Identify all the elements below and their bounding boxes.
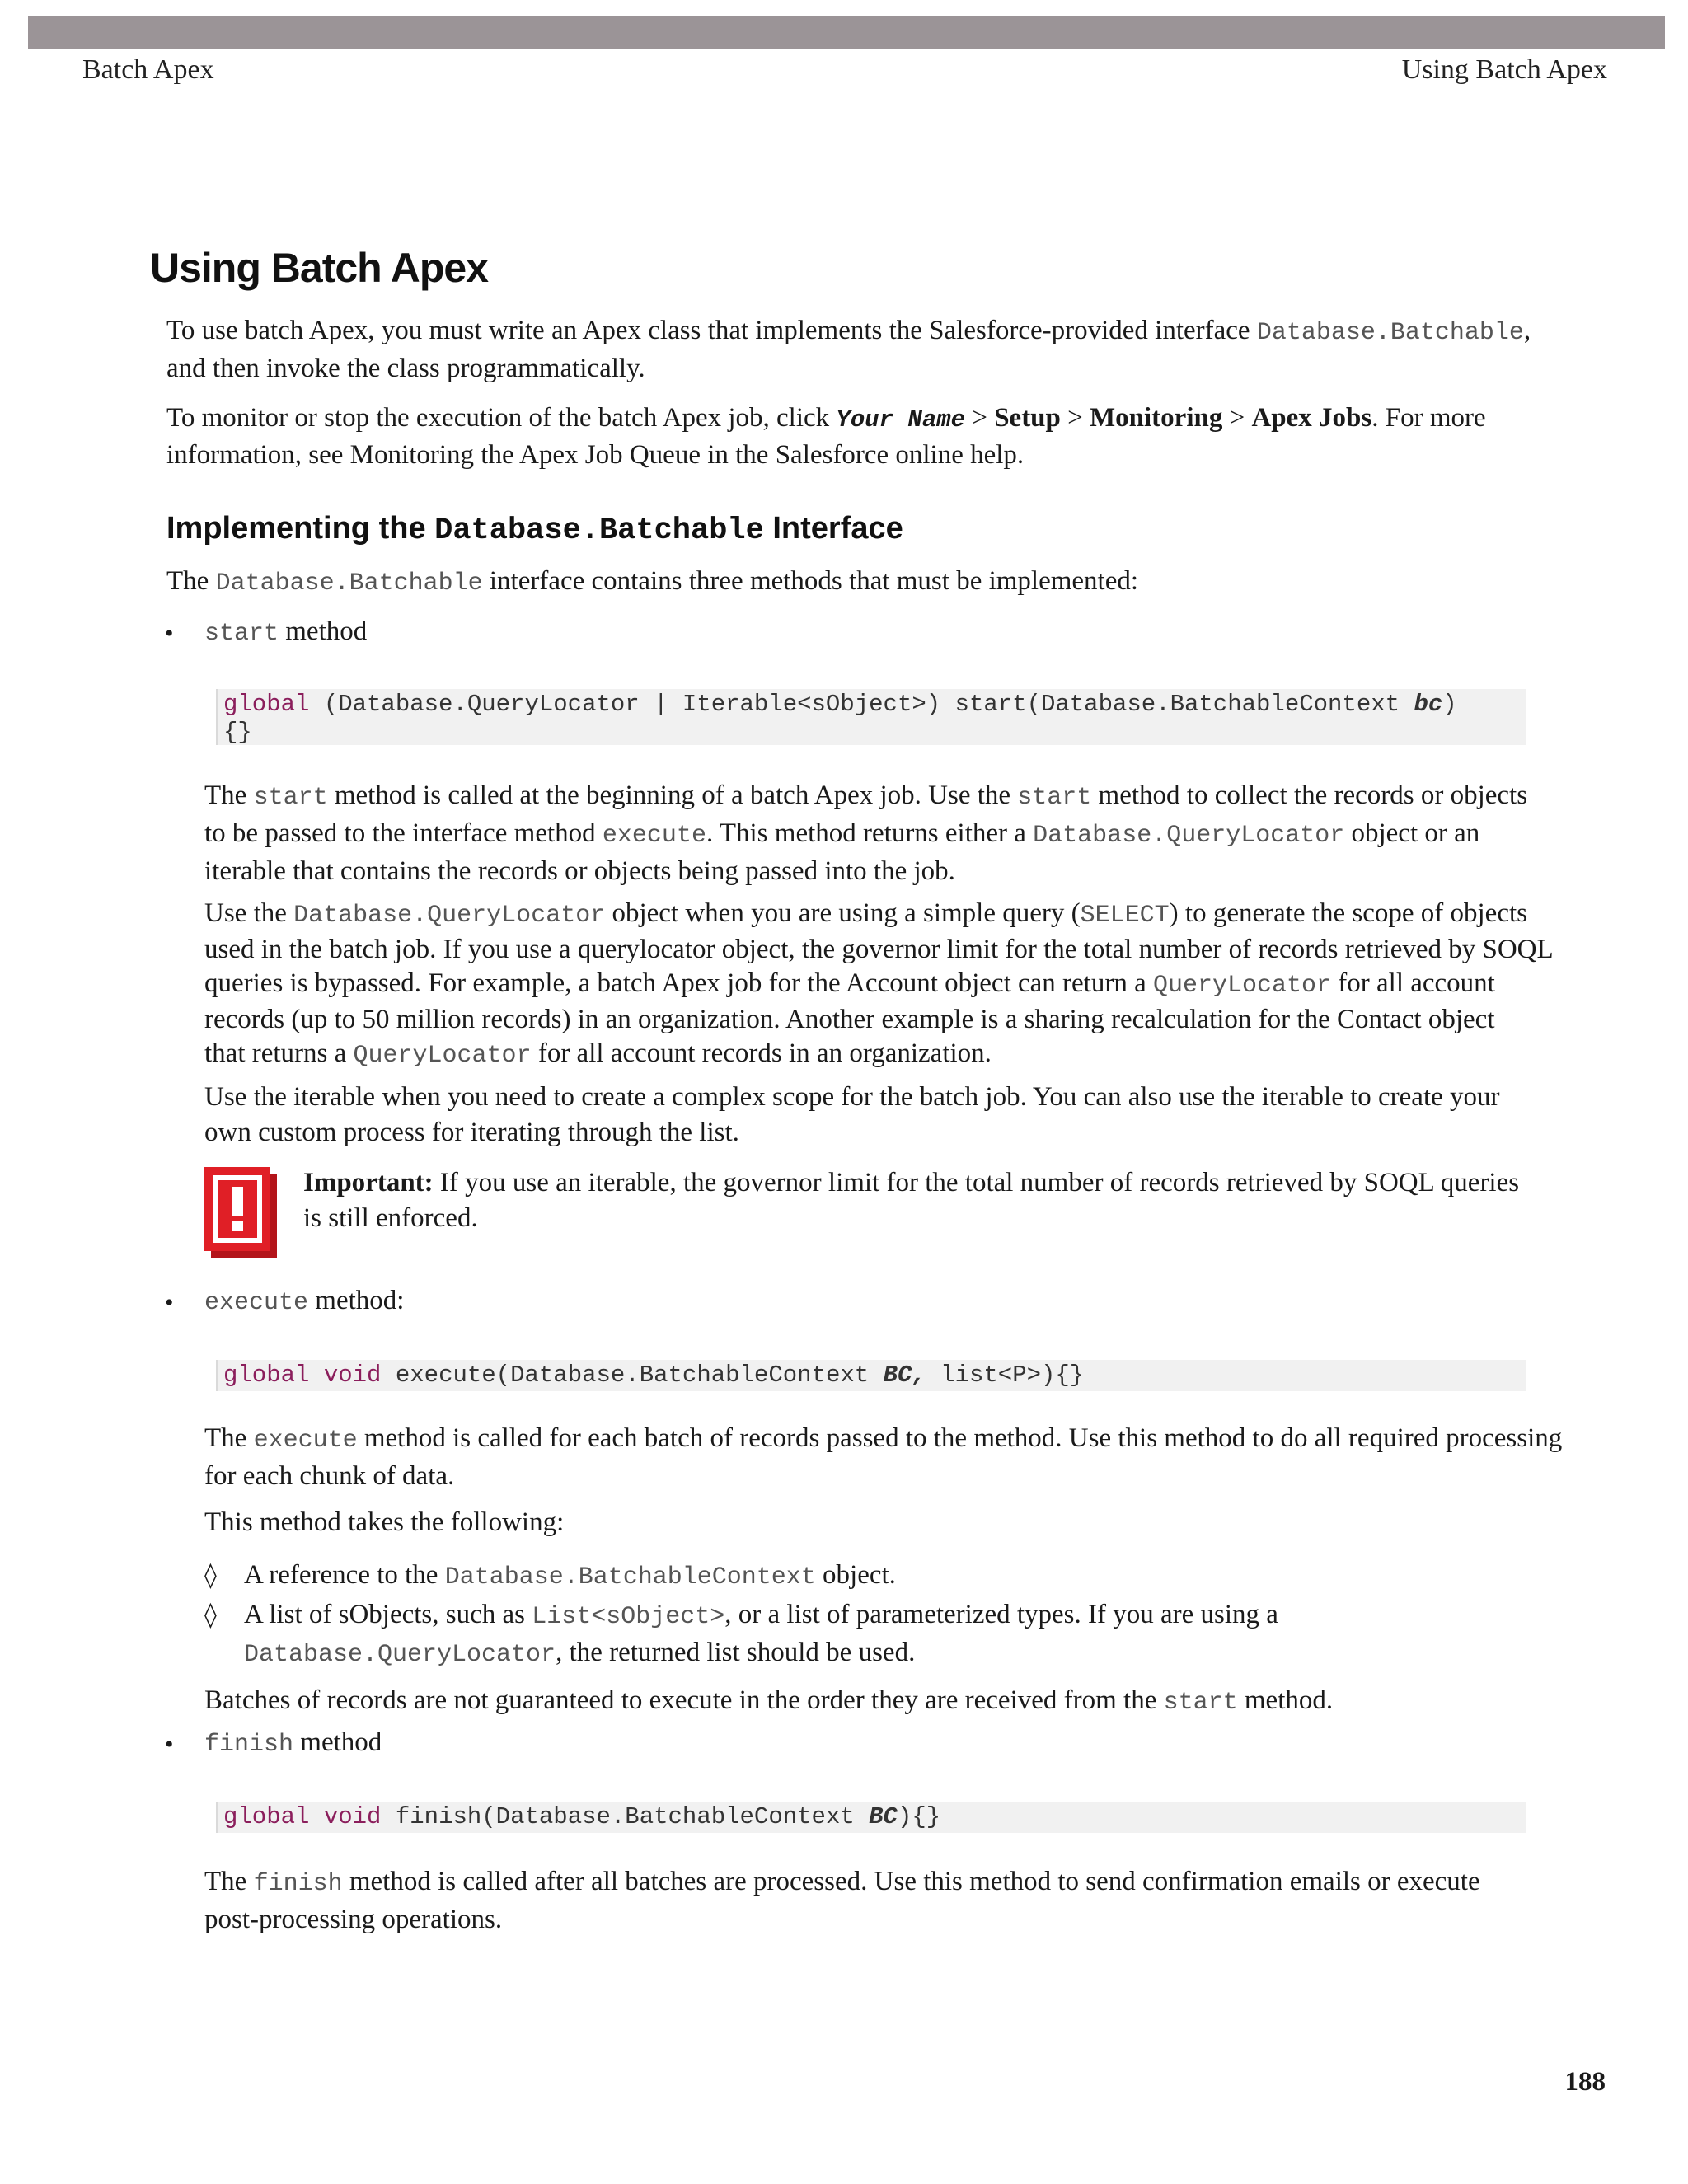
apex-jobs-menu: Apex Jobs [1251, 403, 1372, 433]
execute-method-label: execute method: [204, 1286, 405, 1317]
start-description-3: Use the iterable when you need to create a complex scope for the batch job. You can also use the iterable to create your own custom process for iterating through the list. [204, 1082, 1500, 1147]
execute-description-2: This method takes the following: [204, 1507, 565, 1537]
important-icon [204, 1167, 279, 1259]
intro-paragraph-1: To use batch Apex, you must write an Apex class that implements the Salesforce-provided interface Database.Batchable, and then invoke the class programmatically. [166, 316, 1531, 383]
diamond-bullet-1: ◊ [204, 1561, 217, 1590]
finish-method-label: finish method [204, 1727, 382, 1759]
important-note: Important: If you use an iterable, the governor limit for the total number of records retrieved by SOQL queries is still enforced. [303, 1168, 1520, 1233]
start-method-label: start method [204, 616, 368, 648]
execute-item-1: A reference to the Database.BatchableContext object. [244, 1560, 896, 1591]
running-header-right: Using Batch Apex [1401, 54, 1607, 85]
intro-paragraph-2: To monitor or stop the execution of the batch Apex job, click Your Name > Setup > Monitoring > Apex Jobs. For more information, see Monitoring the Apex Job Queue in the Salesforce online help. [166, 403, 1486, 470]
page-title: Using Batch Apex [150, 245, 489, 291]
start-description-1: The start method is called at the beginning of a batch Apex job. Use the start method to collect the records or objects to be passed to the interface method execute. This method returns either a Database.QueryLocator object or an iterable that contains the records or objects being passed into the job. [204, 780, 1528, 886]
bullet-finish: • [165, 1731, 174, 1758]
running-header-left: Batch Apex [82, 54, 214, 85]
bullet-start: • [165, 620, 174, 647]
section-intro: The Database.Batchable interface contains three methods that must be implemented: [166, 566, 1139, 598]
execute-description-3: Batches of records are not guaranteed to execute in the order they are received from the start method. [204, 1685, 1334, 1717]
your-name-menu: Your Name [836, 406, 966, 434]
diamond-bullet-2: ◊ [204, 1601, 217, 1629]
setup-menu: Setup [994, 403, 1061, 433]
page-number: 188 [1564, 2067, 1606, 2097]
start-code-block: global (Database.QueryLocator | Iterable<sObject>) start(Database.BatchableContext bc) {} [216, 689, 1526, 745]
start-description-2: Use the Database.QueryLocator object when you are using a simple query (SELECT) to generate the scope of objects used in the batch job. If you use a querylocator object, the governor limit for the total number of records retrieved by SOQL queries is bypassed. For example, a batch Apex job for the Account object can return a QueryLocator for all account records (up to 50 million records) in an organization. Another example is a sharing recalculation for the Contact object that returns a QueryLocator for all account records in an organization. [204, 898, 1554, 1070]
finish-code-block: global void finish(Database.BatchableContext BC){} [216, 1802, 1526, 1833]
bullet-execute: • [165, 1289, 174, 1316]
monitoring-menu: Monitoring [1090, 403, 1223, 433]
finish-description: The finish method is called after all batches are processed. Use this method to send confirmation emails or execute post-processing operations. [204, 1867, 1480, 1934]
execute-item-2: A list of sObjects, such as List<sObject>, or a list of parameterized types. If you are using a Database.QueryLocator, the returned list should be used. [244, 1600, 1278, 1669]
section-heading: Implementing the Database.Batchable Interface [166, 511, 903, 548]
execute-description-1: The execute method is called for each batch of records passed to the method. Use this method to do all required processing for each chunk of data. [204, 1423, 1563, 1491]
execute-code-block: global void execute(Database.BatchableContext BC, list<P>){} [216, 1360, 1526, 1391]
header-bar [28, 16, 1665, 49]
